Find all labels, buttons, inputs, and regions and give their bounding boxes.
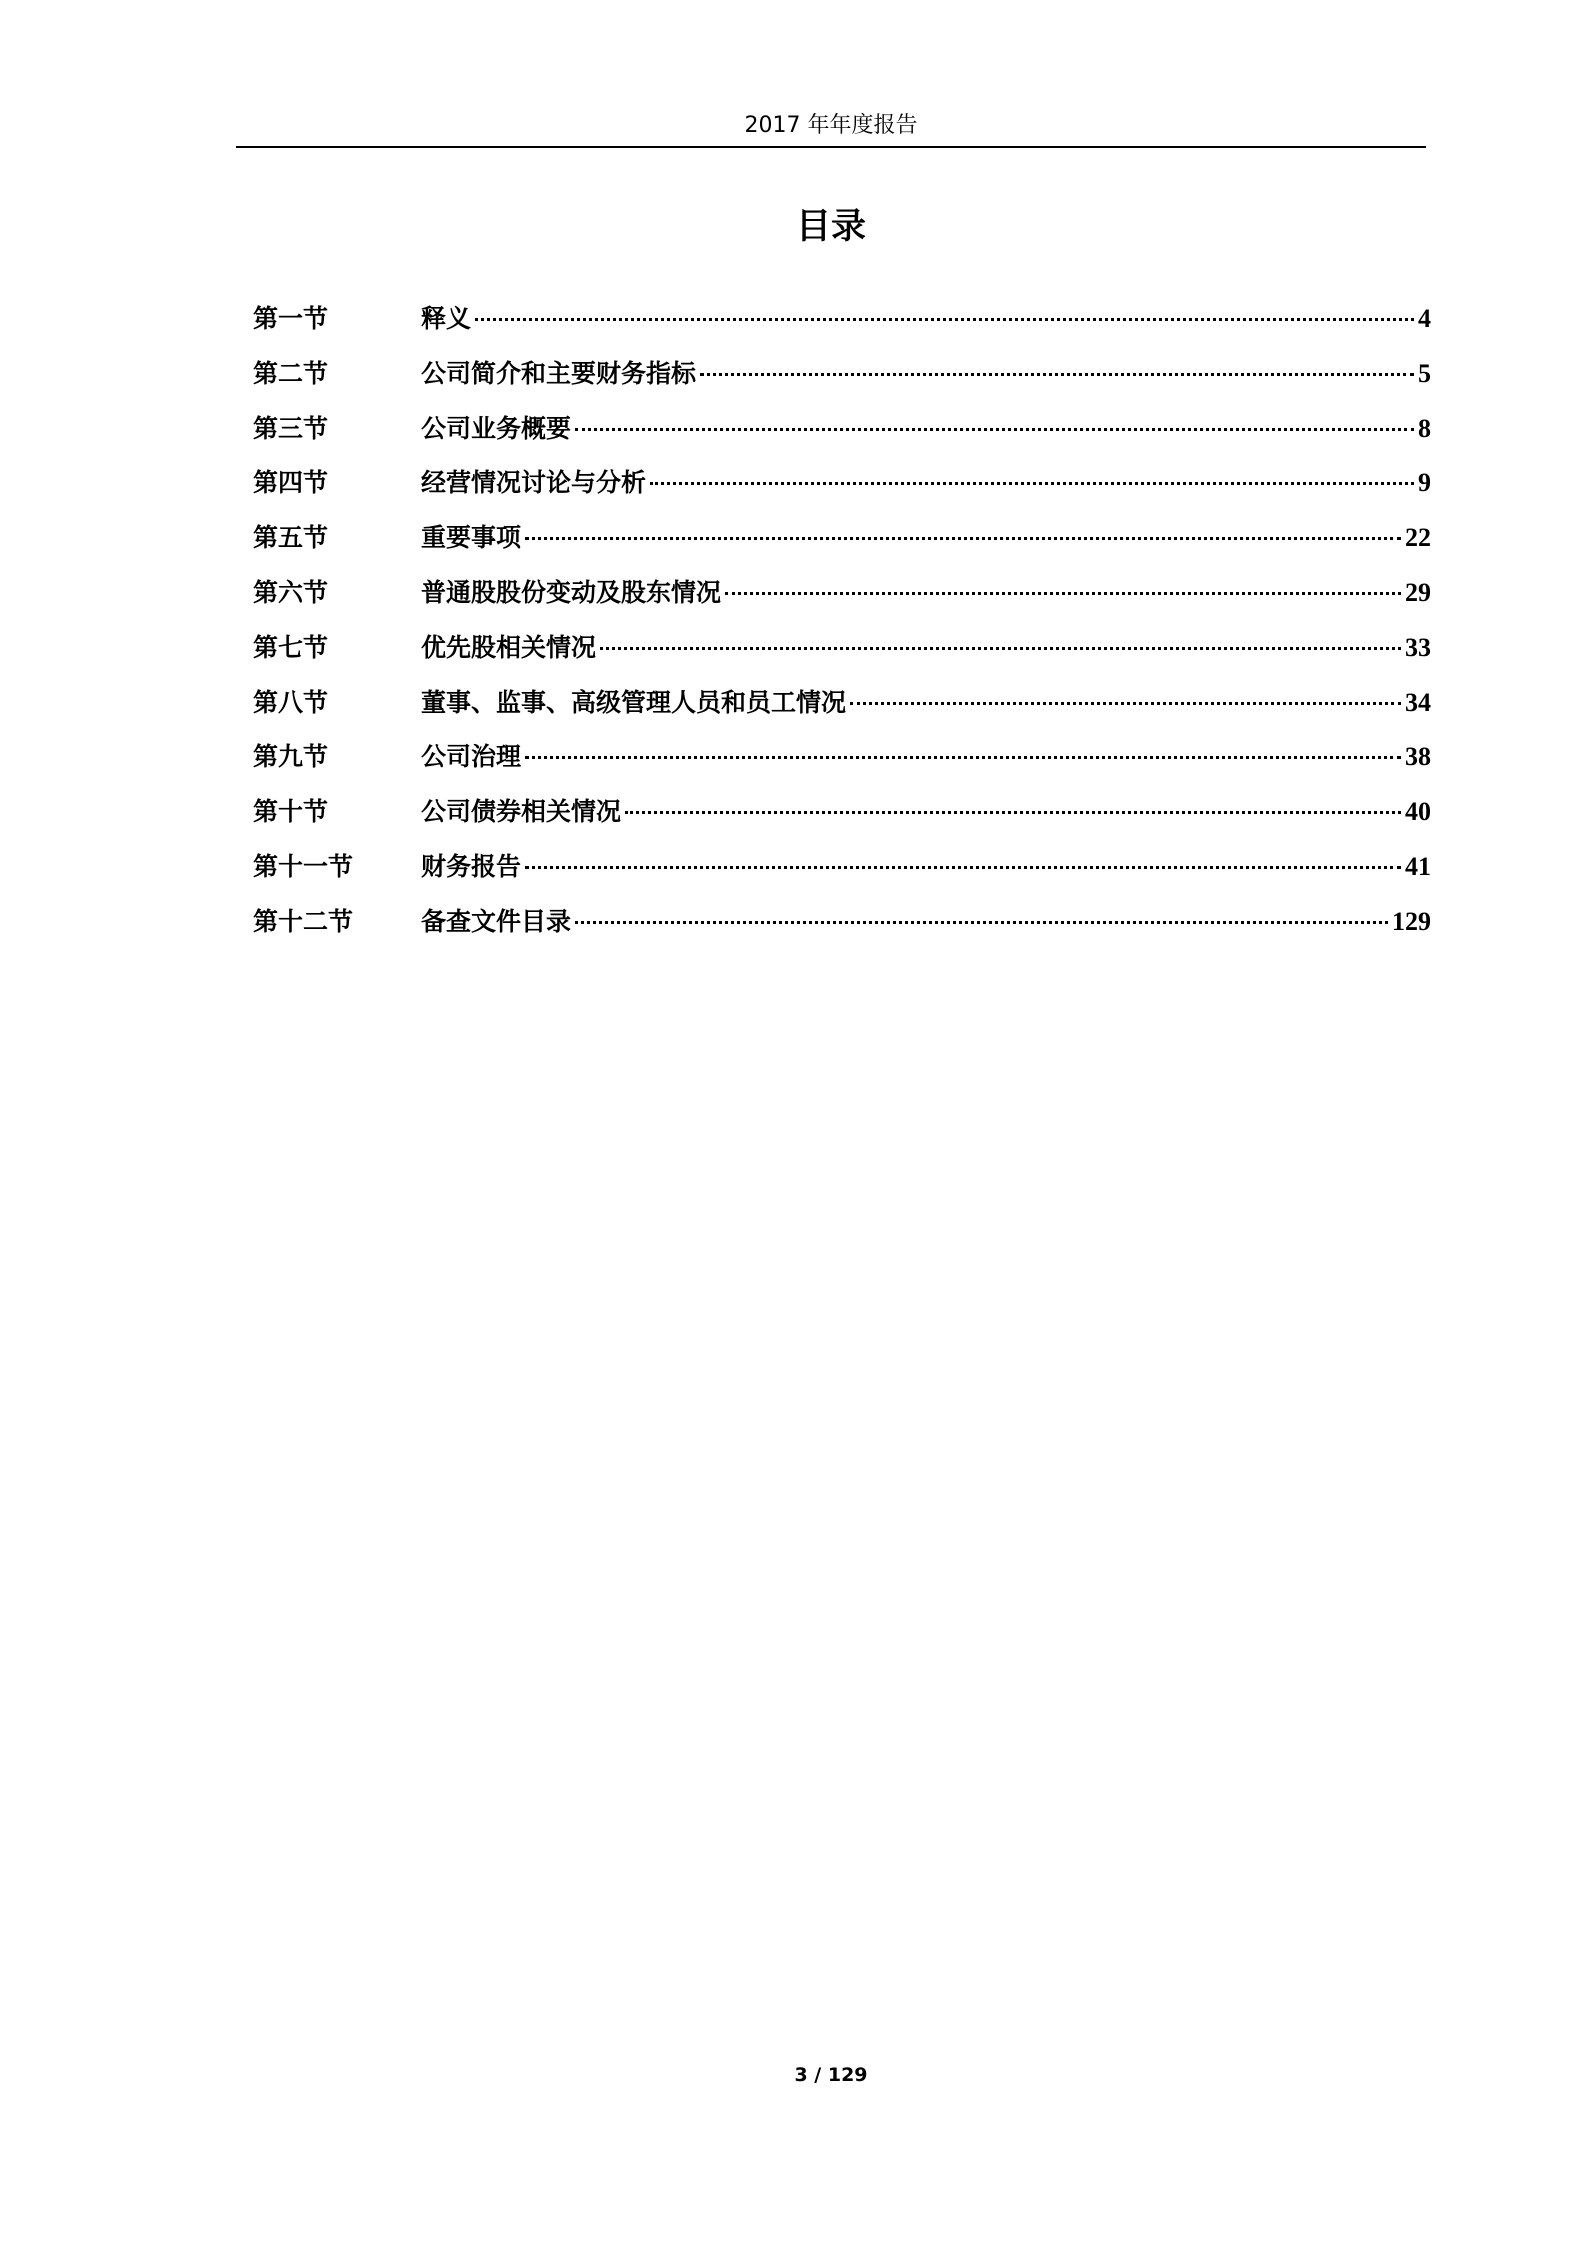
toc-page-number: 5 <box>1418 358 1431 388</box>
toc-section-title: 普通股股份变动及股东情况 <box>421 577 722 607</box>
toc-section-number: 第六节 <box>253 577 329 607</box>
toc-section-number: 第一节 <box>253 304 329 333</box>
toc-entry[interactable] <box>253 738 1431 793</box>
running-header: 2017 年年度报告 <box>744 113 918 138</box>
toc-entry[interactable] <box>253 464 1431 519</box>
toc-section-number: 第三节 <box>253 413 329 443</box>
toc-section-title: 优先股相关情况 <box>421 632 597 662</box>
toc-title: 目录 <box>795 207 866 247</box>
toc-section-number: 第四节 <box>253 468 329 498</box>
dot-leader <box>600 646 1401 650</box>
toc-section-number: 第二节 <box>253 358 329 388</box>
toc-section-title: 释义 <box>421 304 472 333</box>
toc-section-title: 经营情况讨论与分析 <box>421 468 647 498</box>
toc-entry[interactable] <box>253 300 1431 355</box>
toc-page-number: 29 <box>1405 577 1431 607</box>
toc-page-number: 40 <box>1405 797 1431 827</box>
toc-page-number: 33 <box>1405 632 1431 662</box>
dot-leader <box>700 372 1414 376</box>
toc-entry[interactable] <box>253 903 1431 958</box>
toc-section-title: 重要事项 <box>421 523 522 553</box>
toc-entry[interactable] <box>253 793 1431 848</box>
toc-entry[interactable] <box>253 629 1431 684</box>
dot-leader <box>725 591 1401 595</box>
toc-page-number: 9 <box>1418 468 1431 498</box>
dot-leader <box>575 920 1388 924</box>
toc-section-title: 公司业务概要 <box>421 413 572 443</box>
toc-section-number: 第七节 <box>253 632 329 662</box>
dot-leader <box>525 755 1401 759</box>
toc-page-number: 38 <box>1405 742 1431 772</box>
toc-list <box>253 300 1431 958</box>
toc-section-number: 第八节 <box>253 687 329 717</box>
dot-leader <box>625 810 1401 814</box>
dot-leader <box>575 427 1414 431</box>
dot-leader <box>650 481 1414 485</box>
toc-entry[interactable] <box>253 410 1431 465</box>
toc-section-title: 公司治理 <box>421 742 522 772</box>
toc-entry[interactable] <box>253 684 1431 739</box>
toc-entry[interactable] <box>253 355 1431 410</box>
toc-page-number: 8 <box>1418 413 1431 443</box>
toc-entry[interactable] <box>253 519 1431 574</box>
dot-leader <box>525 865 1401 869</box>
toc-page-number: 34 <box>1405 687 1431 717</box>
toc-section-title: 财务报告 <box>421 851 522 881</box>
toc-section-title: 董事、监事、高级管理人员和员工情况 <box>421 687 847 717</box>
toc-page-number: 41 <box>1405 851 1431 881</box>
toc-entry[interactable] <box>253 848 1431 903</box>
toc-section-number: 第十节 <box>253 797 329 827</box>
toc-entry[interactable] <box>253 574 1431 629</box>
toc-page-number: 4 <box>1418 304 1431 333</box>
toc-section-number: 第九节 <box>253 742 329 772</box>
toc-section-number: 第五节 <box>253 523 329 553</box>
header-rule <box>236 146 1426 148</box>
page-number-footer: 3 / 129 <box>794 2064 868 2086</box>
toc-section-number: 第十一节 <box>253 851 354 881</box>
dot-leader <box>475 317 1414 321</box>
toc-page-number: 22 <box>1405 523 1431 553</box>
toc-section-title: 公司简介和主要财务指标 <box>421 358 697 388</box>
dot-leader <box>525 536 1401 540</box>
dot-leader <box>850 701 1401 705</box>
toc-section-number: 第十二节 <box>253 906 354 936</box>
toc-page-number: 129 <box>1392 906 1431 936</box>
toc-section-title: 公司债券相关情况 <box>421 797 622 827</box>
toc-section-title: 备查文件目录 <box>421 906 572 936</box>
